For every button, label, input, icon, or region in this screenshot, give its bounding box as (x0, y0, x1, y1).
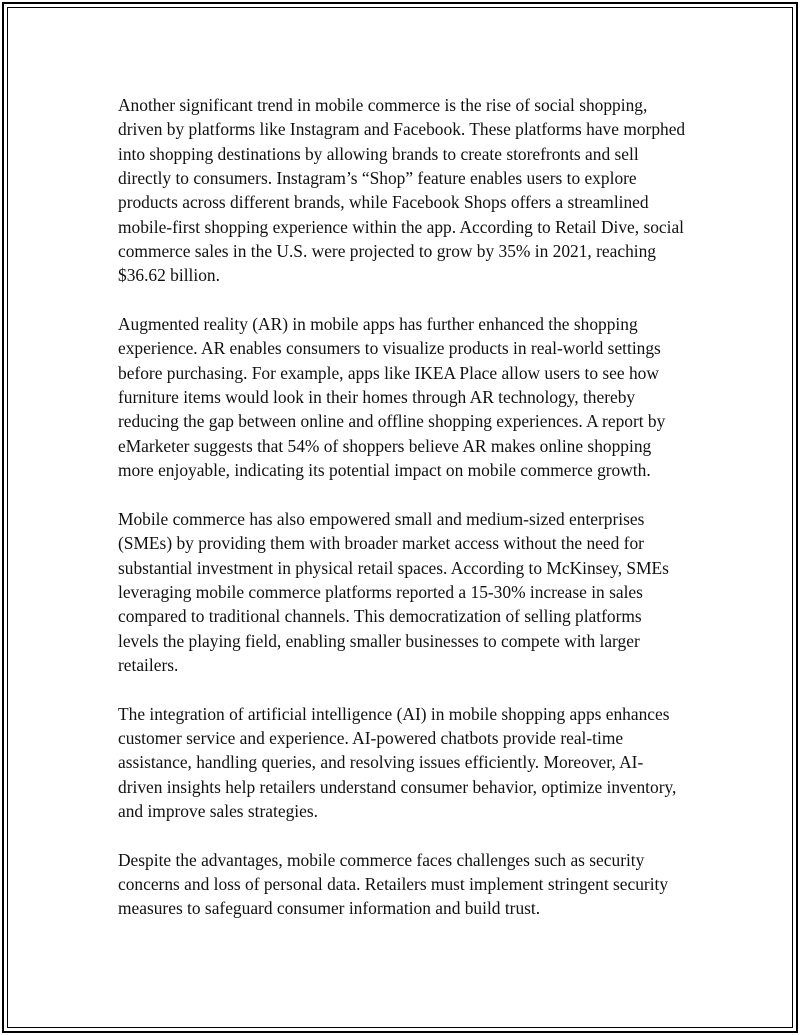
paragraph-smes: Mobile commerce has also empowered small and medium-sized enterprises (SMEs) by providing them with broader market access without the need for substantial investment in physical retail spaces. According to McKinsey, SMEs leveraging mobile commerce platforms reported a 15-30% increase in sales compared to traditional channels. This democratization of selling platforms levels the playing field, enabling smaller businesses to compete with larger retailers. (118, 508, 669, 675)
paragraph-augmented-reality: Augmented reality (AR) in mobile apps has further enhanced the shopping experience. AR enables consumers to visualize products in real-world settings before purchasing. For example, apps like IKEA Place allow users to see how furniture items would look in their homes through AR technology, thereby reducing the gap between online and offline shopping experiences. A report by eMarketer suggests that 54% of shoppers believe AR makes online shopping more enjoyable, indicating its potential impact on mobile commerce growth. (118, 314, 666, 481)
paragraph-artificial-intelligence: The integration of artificial intelligence (AI) in mobile shopping apps enhances customer service and experience. AI-powered chatbots provide real-time assistance, handling queries, and resolving issues efficiently. Moreover, AI-driven insights help retailers understand consumer behavior, optimize inventory, and improve sales strategies. (118, 703, 677, 821)
paragraph-social-shopping: Another significant trend in mobile commerce is the rise of social shopping, driven by platforms like Instagram and Facebook. These platforms have morphed into shopping destinations by allowing brands to create storefronts and sell directly to consumers. Instagram’s “Shop” feature enables users to explore products across different brands, while Facebook Shops offers a streamlined mobile-first shopping experience within the app. According to Retail Dive, social commerce sales in the U.S. were projected to grow by 35% in 2021, reaching $36.62 billion. (118, 95, 686, 286)
document-body (118, 93, 686, 945)
paragraph-challenges: Despite the advantages, mobile commerce faces challenges such as security concerns and loss of personal data. Retailers must implement stringent security measures to safeguard consumer information and build trust. (118, 849, 669, 919)
